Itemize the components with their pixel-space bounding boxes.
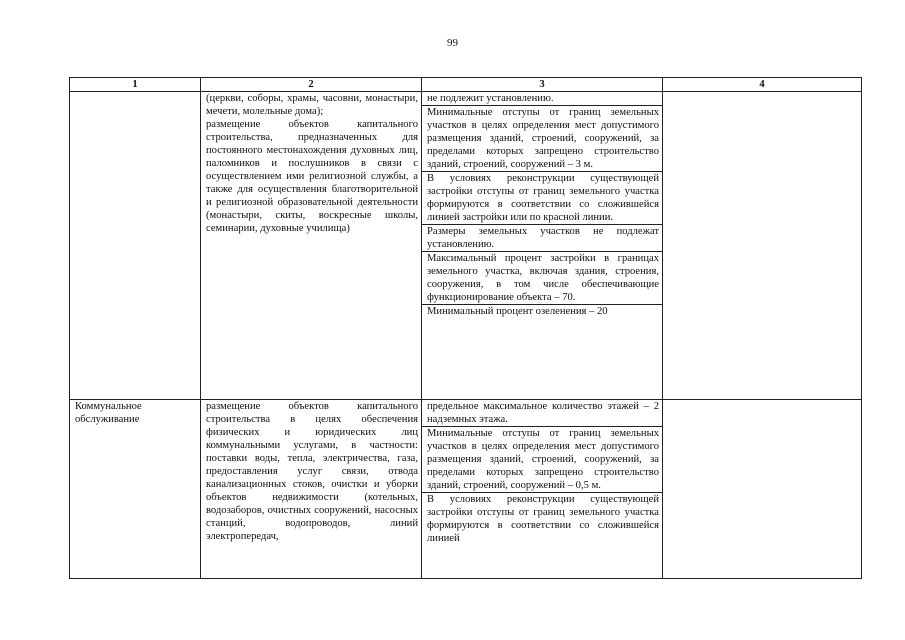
page-number: 99 [447, 37, 458, 49]
column-header-2: 2 [201, 78, 422, 92]
parameter-paragraph: Размеры земельных участков не подлежат установлению. [427, 226, 659, 250]
table-row [70, 92, 862, 400]
parameter-paragraph: не подлежит установлению. [427, 93, 554, 104]
table-header-row [70, 78, 862, 92]
parameters-cell [422, 92, 663, 400]
notes-cell [663, 92, 862, 400]
parameter-paragraph: В условиях реконструкции существующей застройки отступы от границ земельного участка формируются в соответствии со сложившейся линией [427, 494, 659, 544]
use-type-cell: Коммунальное обслуживание [70, 400, 201, 579]
column-header-4: 4 [663, 78, 862, 92]
column-header-1: 1 [70, 78, 201, 92]
use-description-paragraph: (церкви, соборы, храмы, часовни, монастыри, мечети, молельные дома); [206, 93, 418, 117]
parameter-paragraph: Минимальный процент озеленения – 20 [427, 306, 608, 317]
use-description-paragraph: размещение объектов капитального строительства в целях обеспечения физических и юридических лиц коммунальными услугами, в частности: поставки воды, тепла, электричества, газа, предоставления услуг связи, отвода канализационных стоков, очистки и уборки объектов недвижимости (котельных, водозаборов, очистных сооружений, насосных станций, водопроводов, линий электропередач, [206, 401, 418, 542]
use-description-cell [201, 400, 422, 579]
parameter-paragraph: В условиях реконструкции существующей застройки отступы от границ земельного участка формируются в соответствии со сложившейся линией застройки или по красной линии. [427, 173, 659, 223]
notes-cell [663, 400, 862, 579]
parameter-paragraph: предельное максимальное количество этажей – 2 надземных этажа. [427, 401, 659, 425]
use-description-paragraph: размещение объектов капитального строительства, предназначенных для постоянного местонахождения духовных лиц, паломников и послушников в связи с осуществлением ими религиозной службы, а также для осуществления благотворительной и религиозной образовательной деятельности (монастыри, скиты, воскресные школы, семинарии, духовные училища) [206, 119, 418, 234]
use-description-cell [201, 92, 422, 400]
table-row [70, 400, 862, 579]
parameters-cell [422, 400, 663, 579]
use-type-cell [70, 92, 201, 400]
parameter-paragraph: Максимальный процент застройки в границах земельного участка, включая здания, строения, сооружения, в том числе обеспечивающие функционирование объекта – 70. [427, 253, 659, 303]
parameter-paragraph: Минимальные отступы от границ земельных участков в целях определения мест допустимого размещения зданий, строений, сооружений, за пределами которых запрещено строительство зданий, строений, сооружений – 0,5 м. [427, 428, 659, 491]
parameter-paragraph: Минимальные отступы от границ земельных участков в целях определения мест допустимого размещения зданий, строений, сооружений, за пределами которых запрещено строительство зданий, строений, сооружений – 3 м. [427, 107, 659, 170]
column-header-3: 3 [422, 78, 663, 92]
regulation-table [69, 77, 862, 579]
